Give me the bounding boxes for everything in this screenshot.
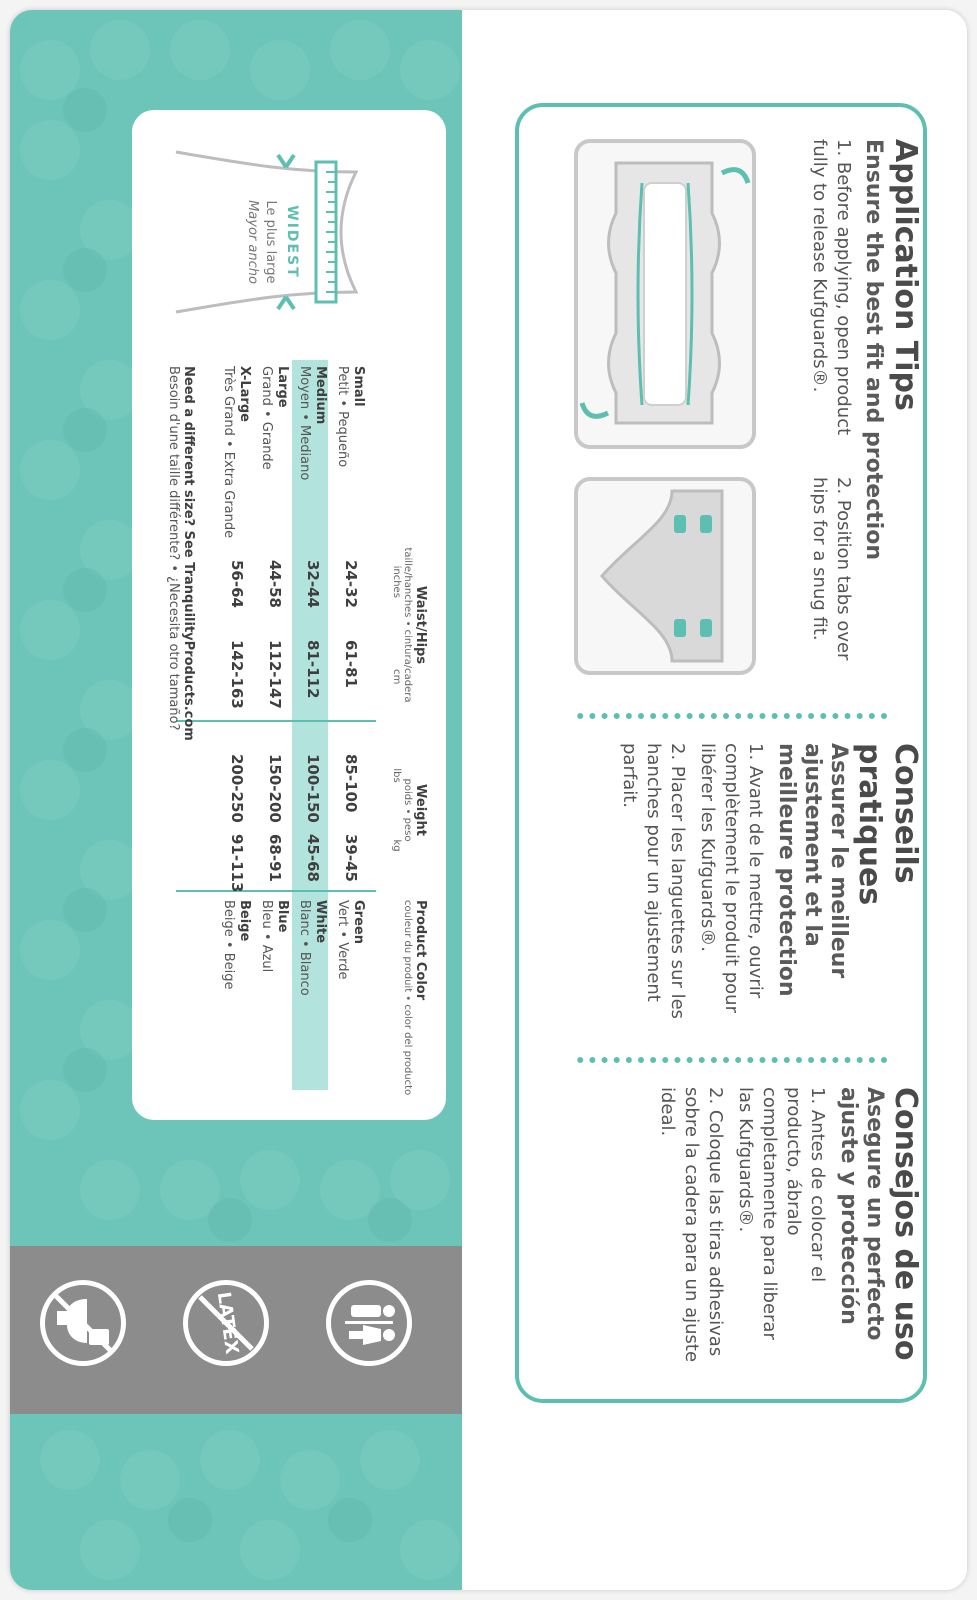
row-lbs: 200-250 [228, 754, 246, 823]
row-name: Medium [313, 366, 328, 425]
application-tips-content [519, 107, 927, 1403]
lbs-unit: lbs [391, 768, 402, 783]
spanish-section [655, 1087, 923, 1367]
size-rows [214, 360, 366, 1100]
row-alt: Moyen • Mediano [297, 366, 312, 481]
widest-fr: Le plus large [263, 200, 278, 284]
row-lbs: 100-150 [304, 754, 322, 823]
row-kg: 68-91 [266, 834, 284, 882]
fr-title: Conseils pratiques [852, 743, 923, 906]
illustration-open-product [574, 139, 756, 449]
size-row-small [328, 360, 366, 1100]
row-cm: 142-163 [228, 640, 246, 709]
color-header [402, 900, 428, 1100]
en-step-2: 2. Position tabs over hips for a snug fit. [809, 477, 854, 661]
row-alt: Très Grand • Extra Grande [221, 366, 236, 539]
row-inches: 44-58 [266, 560, 284, 608]
row-color: Beige [237, 900, 252, 942]
row-lbs: 150-200 [266, 754, 284, 823]
application-tips-panel [515, 103, 927, 1403]
symbols-row [0, 1236, 452, 1404]
row-kg: 45-68 [304, 834, 322, 882]
row-lbs: 85-100 [342, 754, 360, 813]
french-section [617, 743, 923, 1043]
row-alt: Grand • Grande [259, 366, 274, 470]
size-row-large [252, 360, 290, 1100]
size-row-xlarge [214, 360, 252, 1100]
different-size-note: Need a different size? See TranquilityProducts.com [181, 366, 196, 741]
waist-header [391, 530, 428, 720]
divider-1 [577, 713, 887, 725]
row-kg: 39-45 [342, 834, 360, 882]
row-name: Large [275, 366, 290, 408]
size-chart-content [132, 110, 446, 1120]
cm-unit: cm [391, 669, 402, 685]
no-flush-icon [40, 1280, 126, 1366]
row-kg: 91-113 [228, 834, 246, 893]
row-cm: 81-112 [304, 640, 322, 699]
en-subtitle: Ensure the best fit and protection [861, 139, 886, 560]
widest-label: WIDEST [284, 205, 300, 279]
color-subtitle: couleur du produit • color del producto [402, 900, 413, 1096]
kg-unit: kg [391, 839, 402, 852]
row-color: Blue [275, 900, 290, 933]
weight-title: Weight [413, 784, 428, 836]
row-inches: 32-44 [304, 560, 322, 608]
row-name: Small [351, 366, 366, 407]
en-title: Application Tips [888, 139, 923, 411]
row-color: Green [351, 900, 366, 944]
worn-diaper-drawing [578, 481, 752, 671]
row-cm: 61-81 [342, 640, 360, 688]
row-color-alt: Blanc • Blanco [297, 900, 312, 996]
waist-title: Waist/Hips [413, 585, 428, 665]
row-cm: 112-147 [266, 640, 284, 709]
inches-unit: inches [391, 565, 402, 598]
row-color-alt: Beige • Beige [221, 900, 236, 990]
unisex-figures [331, 1285, 407, 1361]
size-row-medium [290, 360, 328, 1100]
different-size-translation: Besoin d'une taille différente? • ¿Necesita otro tamaño? [166, 366, 181, 731]
row-color-alt: Bleu • Azul [259, 900, 274, 973]
no-toilet-symbol [45, 1285, 121, 1361]
color-title: Product Color [413, 900, 428, 1001]
es-step-2: 2. Coloque las tiras adhesivas sobre la cadera para un ajuste ideal. [657, 1087, 726, 1363]
es-subtitle: Asegure un perfecto ajuste y protección [836, 1087, 887, 1341]
size-footer [166, 366, 196, 1066]
es-title: Consejos de uso [888, 1087, 923, 1361]
hips-drawing [156, 132, 406, 342]
waist-diagram [156, 132, 406, 342]
fr-step-2: 2. Placer les languettes sur les hanches pour un ajustement parfait. [619, 743, 688, 1020]
row-name: X-Large [237, 366, 252, 422]
es-step-1: 1. Antes de colocar el producto, ábralo completamente para liberar las Kufguards®. [735, 1087, 828, 1340]
waist-subtitle: taille/hanches • cintura/cadera [402, 547, 413, 703]
illustration-position-tabs [574, 477, 756, 675]
widest-es: Mayor ancho [245, 200, 260, 284]
row-color: White [313, 900, 328, 944]
size-chart-card [132, 110, 446, 1120]
latex-free-icon [183, 1280, 269, 1366]
weight-subtitle: poids • peso [402, 778, 413, 842]
fr-step-1: 1. Avant de le mettre, ouvrir complètement le produit pour libérer les Kufguards®. [697, 743, 766, 1013]
row-color-alt: Vert • Verde [335, 900, 350, 980]
divider-2 [577, 1057, 887, 1069]
english-section [859, 139, 923, 699]
latex-label: LATEX [212, 1290, 243, 1356]
row-inches: 56-64 [228, 560, 246, 608]
row-inches: 24-32 [342, 560, 360, 608]
fr-subtitle: Assurer le meilleur ajustement et la meilleure protection [774, 743, 851, 997]
row-alt: Petit • Pequeño [335, 366, 350, 468]
unisex-icon [326, 1280, 412, 1366]
open-diaper-drawing [578, 143, 752, 445]
weight-header [391, 740, 428, 880]
en-step-1: 1. Before applying, open product fully to release Kufguards®. [809, 139, 854, 436]
